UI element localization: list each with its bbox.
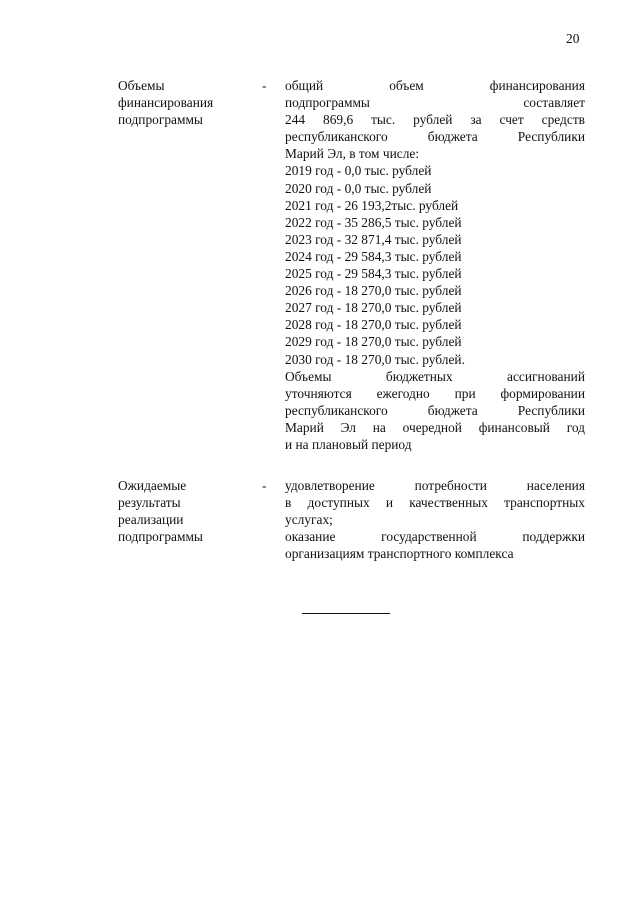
content-line: 2019 год - 0,0 тыс. рублей — [285, 163, 432, 179]
label-line: реализации — [118, 512, 184, 528]
label-line: подпрограммы — [118, 112, 203, 128]
section-content — [285, 477, 585, 562]
content-line: общий объем финансирования — [285, 78, 585, 93]
content-line: 2023 год - 32 871,4 тыс. рублей — [285, 231, 462, 247]
section-label — [118, 77, 258, 128]
section-content — [285, 77, 585, 453]
content-line: организациям транспортного комплекса — [285, 546, 514, 562]
label-line: результаты — [118, 495, 181, 511]
content-line: Марий Эл, в том числе: — [285, 146, 420, 162]
label-line: подпрограммы — [118, 529, 203, 545]
dash-separator: - — [262, 78, 267, 93]
label-line: Ожидаемые — [118, 478, 187, 493]
content-line: 2021 год - 26 193,2тыс. рублей — [285, 197, 459, 213]
dash-separator: - — [262, 478, 267, 493]
content-line: Объемы бюджетных ассигнований — [285, 368, 585, 384]
label-line: финансирования — [118, 95, 214, 111]
content-line: республиканского бюджета Республики — [285, 129, 585, 145]
content-line: подпрограммы составляет — [285, 95, 585, 111]
end-separator-line — [302, 613, 390, 614]
content-line: 2028 год - 18 270,0 тыс. рублей — [285, 317, 462, 333]
content-line: 2029 год - 18 270,0 тыс. рублей — [285, 334, 462, 350]
section-label — [118, 477, 258, 545]
content-line: 2027 год - 18 270,0 тыс. рублей — [285, 300, 462, 316]
content-line: удовлетворение потребности населения — [285, 478, 585, 493]
page-number: 20 — [566, 31, 580, 46]
content-line: и на плановый период — [285, 436, 412, 452]
label-line: Объемы — [118, 78, 165, 93]
content-line: услугах; — [285, 512, 333, 528]
content-line: уточняются ежегодно при формировании — [285, 385, 585, 401]
content-line: 2025 год - 29 584,3 тыс. рублей — [285, 266, 462, 282]
content-line: 2030 год - 18 270,0 тыс. рублей. — [285, 351, 465, 367]
content-line: республиканского бюджета Республики — [285, 402, 585, 418]
content-line: 244 869,6 тыс. рублей за счет средств — [285, 112, 585, 128]
content-line: 2024 год - 29 584,3 тыс. рублей — [285, 248, 462, 264]
content-line: 2022 год - 35 286,5 тыс. рублей — [285, 214, 462, 230]
content-line: в доступных и качественных транспортных — [285, 495, 585, 511]
content-line: Марий Эл на очередной финансовый год — [285, 419, 585, 435]
content-line: 2020 год - 0,0 тыс. рублей — [285, 180, 432, 196]
content-line: 2026 год - 18 270,0 тыс. рублей — [285, 283, 462, 299]
content-line: оказание государственной поддержки — [285, 529, 585, 545]
